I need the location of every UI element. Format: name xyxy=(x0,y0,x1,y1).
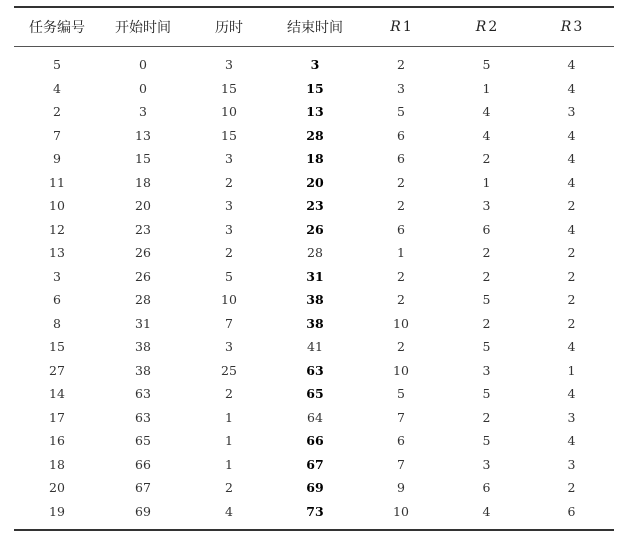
table-row xyxy=(14,406,614,430)
cell-duration: 4 xyxy=(225,503,233,519)
cell-r1: 2 xyxy=(397,339,405,355)
cell-start-time: 63 xyxy=(135,386,151,402)
table-row xyxy=(14,77,614,101)
cell-start-time: 28 xyxy=(135,292,151,308)
table-row xyxy=(14,335,614,359)
table-row xyxy=(14,288,614,312)
cell-start-time: 63 xyxy=(135,409,151,425)
cell-r3: 4 xyxy=(567,386,576,402)
table-row xyxy=(14,147,614,171)
header-r1 xyxy=(358,8,444,46)
cell-r2: 4 xyxy=(482,104,491,120)
cell-duration: 2 xyxy=(225,245,233,261)
cell-end-time: 18 xyxy=(306,151,324,167)
cell-r2: 3 xyxy=(482,456,491,472)
cell-task-id: 4 xyxy=(53,80,61,96)
cell-r2: 5 xyxy=(482,292,491,308)
table-row xyxy=(14,312,614,336)
cell-r2: 2 xyxy=(482,409,491,425)
cell-duration: 10 xyxy=(221,292,237,308)
table-row xyxy=(14,171,614,195)
cell-task-id: 19 xyxy=(49,503,65,519)
cell-start-time: 67 xyxy=(135,480,151,496)
header-duration: 历时 xyxy=(215,20,243,36)
cell-r1: 2 xyxy=(397,198,405,214)
cell-task-id: 5 xyxy=(53,57,61,73)
cell-start-time: 26 xyxy=(135,268,151,284)
cell-duration: 3 xyxy=(225,198,233,214)
cell-start-time: 15 xyxy=(135,151,151,167)
cell-r2: 5 xyxy=(482,57,491,73)
cell-end-time: 28 xyxy=(307,245,323,261)
cell-start-time: 65 xyxy=(135,433,151,449)
cell-task-id: 14 xyxy=(49,386,65,402)
header-r2-letter: R xyxy=(475,19,487,35)
cell-r2: 1 xyxy=(482,80,491,96)
cell-r3: 6 xyxy=(567,503,576,519)
cell-end-time: 41 xyxy=(307,339,323,355)
cell-r1: 5 xyxy=(397,104,405,120)
cell-duration: 15 xyxy=(221,80,237,96)
cell-r3: 4 xyxy=(567,221,576,237)
cell-r2: 6 xyxy=(482,480,491,496)
header-r1-letter: R xyxy=(390,19,401,35)
header-end-time: 结束时间 xyxy=(287,20,343,36)
cell-r3: 3 xyxy=(567,456,576,472)
cell-task-id: 2 xyxy=(53,104,61,120)
cell-duration: 1 xyxy=(225,456,233,472)
header-r3-index: 3 xyxy=(573,19,583,35)
cell-r2: 3 xyxy=(482,362,491,378)
cell-r2: 2 xyxy=(482,245,491,261)
cell-duration: 1 xyxy=(225,433,233,449)
cell-r1: 3 xyxy=(397,80,405,96)
cell-task-id: 10 xyxy=(49,198,65,214)
cell-r3: 2 xyxy=(567,292,576,308)
cell-r3: 4 xyxy=(567,433,576,449)
table-header xyxy=(14,8,614,46)
cell-r2: 5 xyxy=(482,386,491,402)
cell-r3: 2 xyxy=(567,198,576,214)
cell-r3: 3 xyxy=(567,104,576,120)
cell-r2: 2 xyxy=(482,315,491,331)
cell-end-time: 23 xyxy=(306,198,324,214)
header-row xyxy=(14,8,614,46)
cell-end-time: 38 xyxy=(306,292,324,308)
cell-start-time: 66 xyxy=(135,456,151,472)
cell-r2: 4 xyxy=(482,127,491,143)
cell-r1: 7 xyxy=(397,409,405,425)
table-row xyxy=(14,382,614,406)
cell-duration: 3 xyxy=(225,339,233,355)
cell-start-time: 3 xyxy=(139,104,147,120)
cell-end-time: 38 xyxy=(306,315,324,331)
cell-duration: 2 xyxy=(225,386,233,402)
cell-r2: 5 xyxy=(482,433,491,449)
table-row xyxy=(14,429,614,453)
cell-r3: 4 xyxy=(567,57,576,73)
cell-r3: 4 xyxy=(567,151,576,167)
cell-r3: 2 xyxy=(567,268,576,284)
cell-end-time: 31 xyxy=(306,268,324,284)
header-r1-index: 1 xyxy=(402,19,412,35)
cell-task-id: 12 xyxy=(49,221,65,237)
cell-task-id: 18 xyxy=(49,456,65,472)
cell-r1: 1 xyxy=(397,245,405,261)
cell-task-id: 16 xyxy=(49,433,65,449)
header-task-id: 任务编号 xyxy=(29,20,85,36)
cell-end-time: 73 xyxy=(306,503,324,519)
cell-r2: 2 xyxy=(482,268,491,284)
schedule-table-container xyxy=(14,6,614,531)
cell-duration: 10 xyxy=(221,104,237,120)
cell-r2: 3 xyxy=(482,198,491,214)
cell-r1: 10 xyxy=(393,503,409,519)
cell-duration: 5 xyxy=(225,268,233,284)
cell-r2: 6 xyxy=(482,221,491,237)
cell-r3: 2 xyxy=(567,245,576,261)
cell-end-time: 28 xyxy=(306,127,324,143)
cell-r3: 4 xyxy=(567,174,576,190)
table-row xyxy=(14,359,614,383)
cell-task-id: 17 xyxy=(49,409,65,425)
table-row xyxy=(14,241,614,265)
cell-task-id: 15 xyxy=(49,339,65,355)
cell-r1: 9 xyxy=(397,480,405,496)
cell-task-id: 3 xyxy=(53,268,61,284)
cell-task-id: 9 xyxy=(53,151,61,167)
cell-r2: 2 xyxy=(482,151,491,167)
cell-duration: 25 xyxy=(221,362,237,378)
cell-end-time: 67 xyxy=(306,456,324,472)
cell-task-id: 7 xyxy=(53,127,61,143)
cell-start-time: 0 xyxy=(139,57,147,73)
cell-r3: 3 xyxy=(567,409,576,425)
cell-duration: 3 xyxy=(225,221,233,237)
cell-duration: 7 xyxy=(225,315,233,331)
cell-end-time: 66 xyxy=(306,433,324,449)
cell-r3: 4 xyxy=(567,127,576,143)
cell-end-time: 65 xyxy=(306,386,324,402)
table-row xyxy=(14,265,614,289)
cell-duration: 3 xyxy=(225,57,233,73)
cell-end-time: 63 xyxy=(306,362,324,378)
cell-duration: 15 xyxy=(221,127,237,143)
cell-task-id: 13 xyxy=(49,245,65,261)
table-row xyxy=(14,476,614,500)
header-r2 xyxy=(444,8,529,46)
cell-start-time: 20 xyxy=(135,198,151,214)
cell-r3: 1 xyxy=(567,362,576,378)
cell-r3: 4 xyxy=(567,339,576,355)
cell-task-id: 27 xyxy=(49,362,65,378)
table-bottom-rule xyxy=(14,529,614,531)
cell-r1: 6 xyxy=(397,433,405,449)
cell-r3: 2 xyxy=(567,315,576,331)
cell-r1: 2 xyxy=(397,174,405,190)
cell-end-time: 20 xyxy=(306,174,324,190)
cell-start-time: 69 xyxy=(135,503,151,519)
header-r2-index: 2 xyxy=(488,19,498,35)
cell-end-time: 13 xyxy=(306,104,324,120)
table-body xyxy=(14,47,614,529)
cell-start-time: 31 xyxy=(135,315,151,331)
cell-r1: 6 xyxy=(397,221,405,237)
cell-end-time: 15 xyxy=(306,80,324,96)
schedule-table xyxy=(14,8,614,46)
schedule-table-body xyxy=(14,47,614,529)
cell-r2: 1 xyxy=(482,174,491,190)
cell-end-time: 3 xyxy=(310,57,320,73)
cell-end-time: 69 xyxy=(306,480,324,496)
cell-r1: 7 xyxy=(397,456,405,472)
cell-start-time: 23 xyxy=(135,221,151,237)
cell-r2: 4 xyxy=(482,503,491,519)
cell-r3: 2 xyxy=(567,480,576,496)
table-row xyxy=(14,453,614,477)
cell-r1: 2 xyxy=(397,292,405,308)
cell-start-time: 13 xyxy=(135,127,151,143)
header-r3-letter: R xyxy=(560,19,572,35)
cell-start-time: 18 xyxy=(135,174,151,190)
cell-r1: 6 xyxy=(397,151,405,167)
cell-r1: 2 xyxy=(397,268,405,284)
cell-task-id: 6 xyxy=(53,292,61,308)
cell-task-id: 11 xyxy=(49,174,65,190)
cell-task-id: 8 xyxy=(53,315,61,331)
cell-task-id: 20 xyxy=(49,480,65,496)
cell-r1: 5 xyxy=(397,386,405,402)
cell-duration: 3 xyxy=(225,151,233,167)
table-row xyxy=(14,100,614,124)
cell-end-time: 26 xyxy=(306,221,324,237)
cell-r1: 2 xyxy=(397,57,405,73)
cell-r1: 10 xyxy=(393,315,409,331)
cell-r1: 10 xyxy=(393,362,409,378)
table-row xyxy=(14,500,614,530)
cell-duration: 2 xyxy=(225,480,233,496)
cell-end-time: 64 xyxy=(307,409,323,425)
header-r3 xyxy=(529,8,614,46)
cell-start-time: 38 xyxy=(135,362,151,378)
cell-start-time: 0 xyxy=(139,80,147,96)
table-row xyxy=(14,218,614,242)
cell-r2: 5 xyxy=(482,339,491,355)
cell-start-time: 26 xyxy=(135,245,151,261)
table-row xyxy=(14,194,614,218)
table-row xyxy=(14,47,614,77)
header-start-time: 开始时间 xyxy=(115,20,171,36)
cell-r3: 4 xyxy=(567,80,576,96)
cell-r1: 6 xyxy=(397,127,405,143)
table-row xyxy=(14,124,614,148)
cell-start-time: 38 xyxy=(135,339,151,355)
cell-duration: 1 xyxy=(225,409,233,425)
cell-duration: 2 xyxy=(225,174,233,190)
